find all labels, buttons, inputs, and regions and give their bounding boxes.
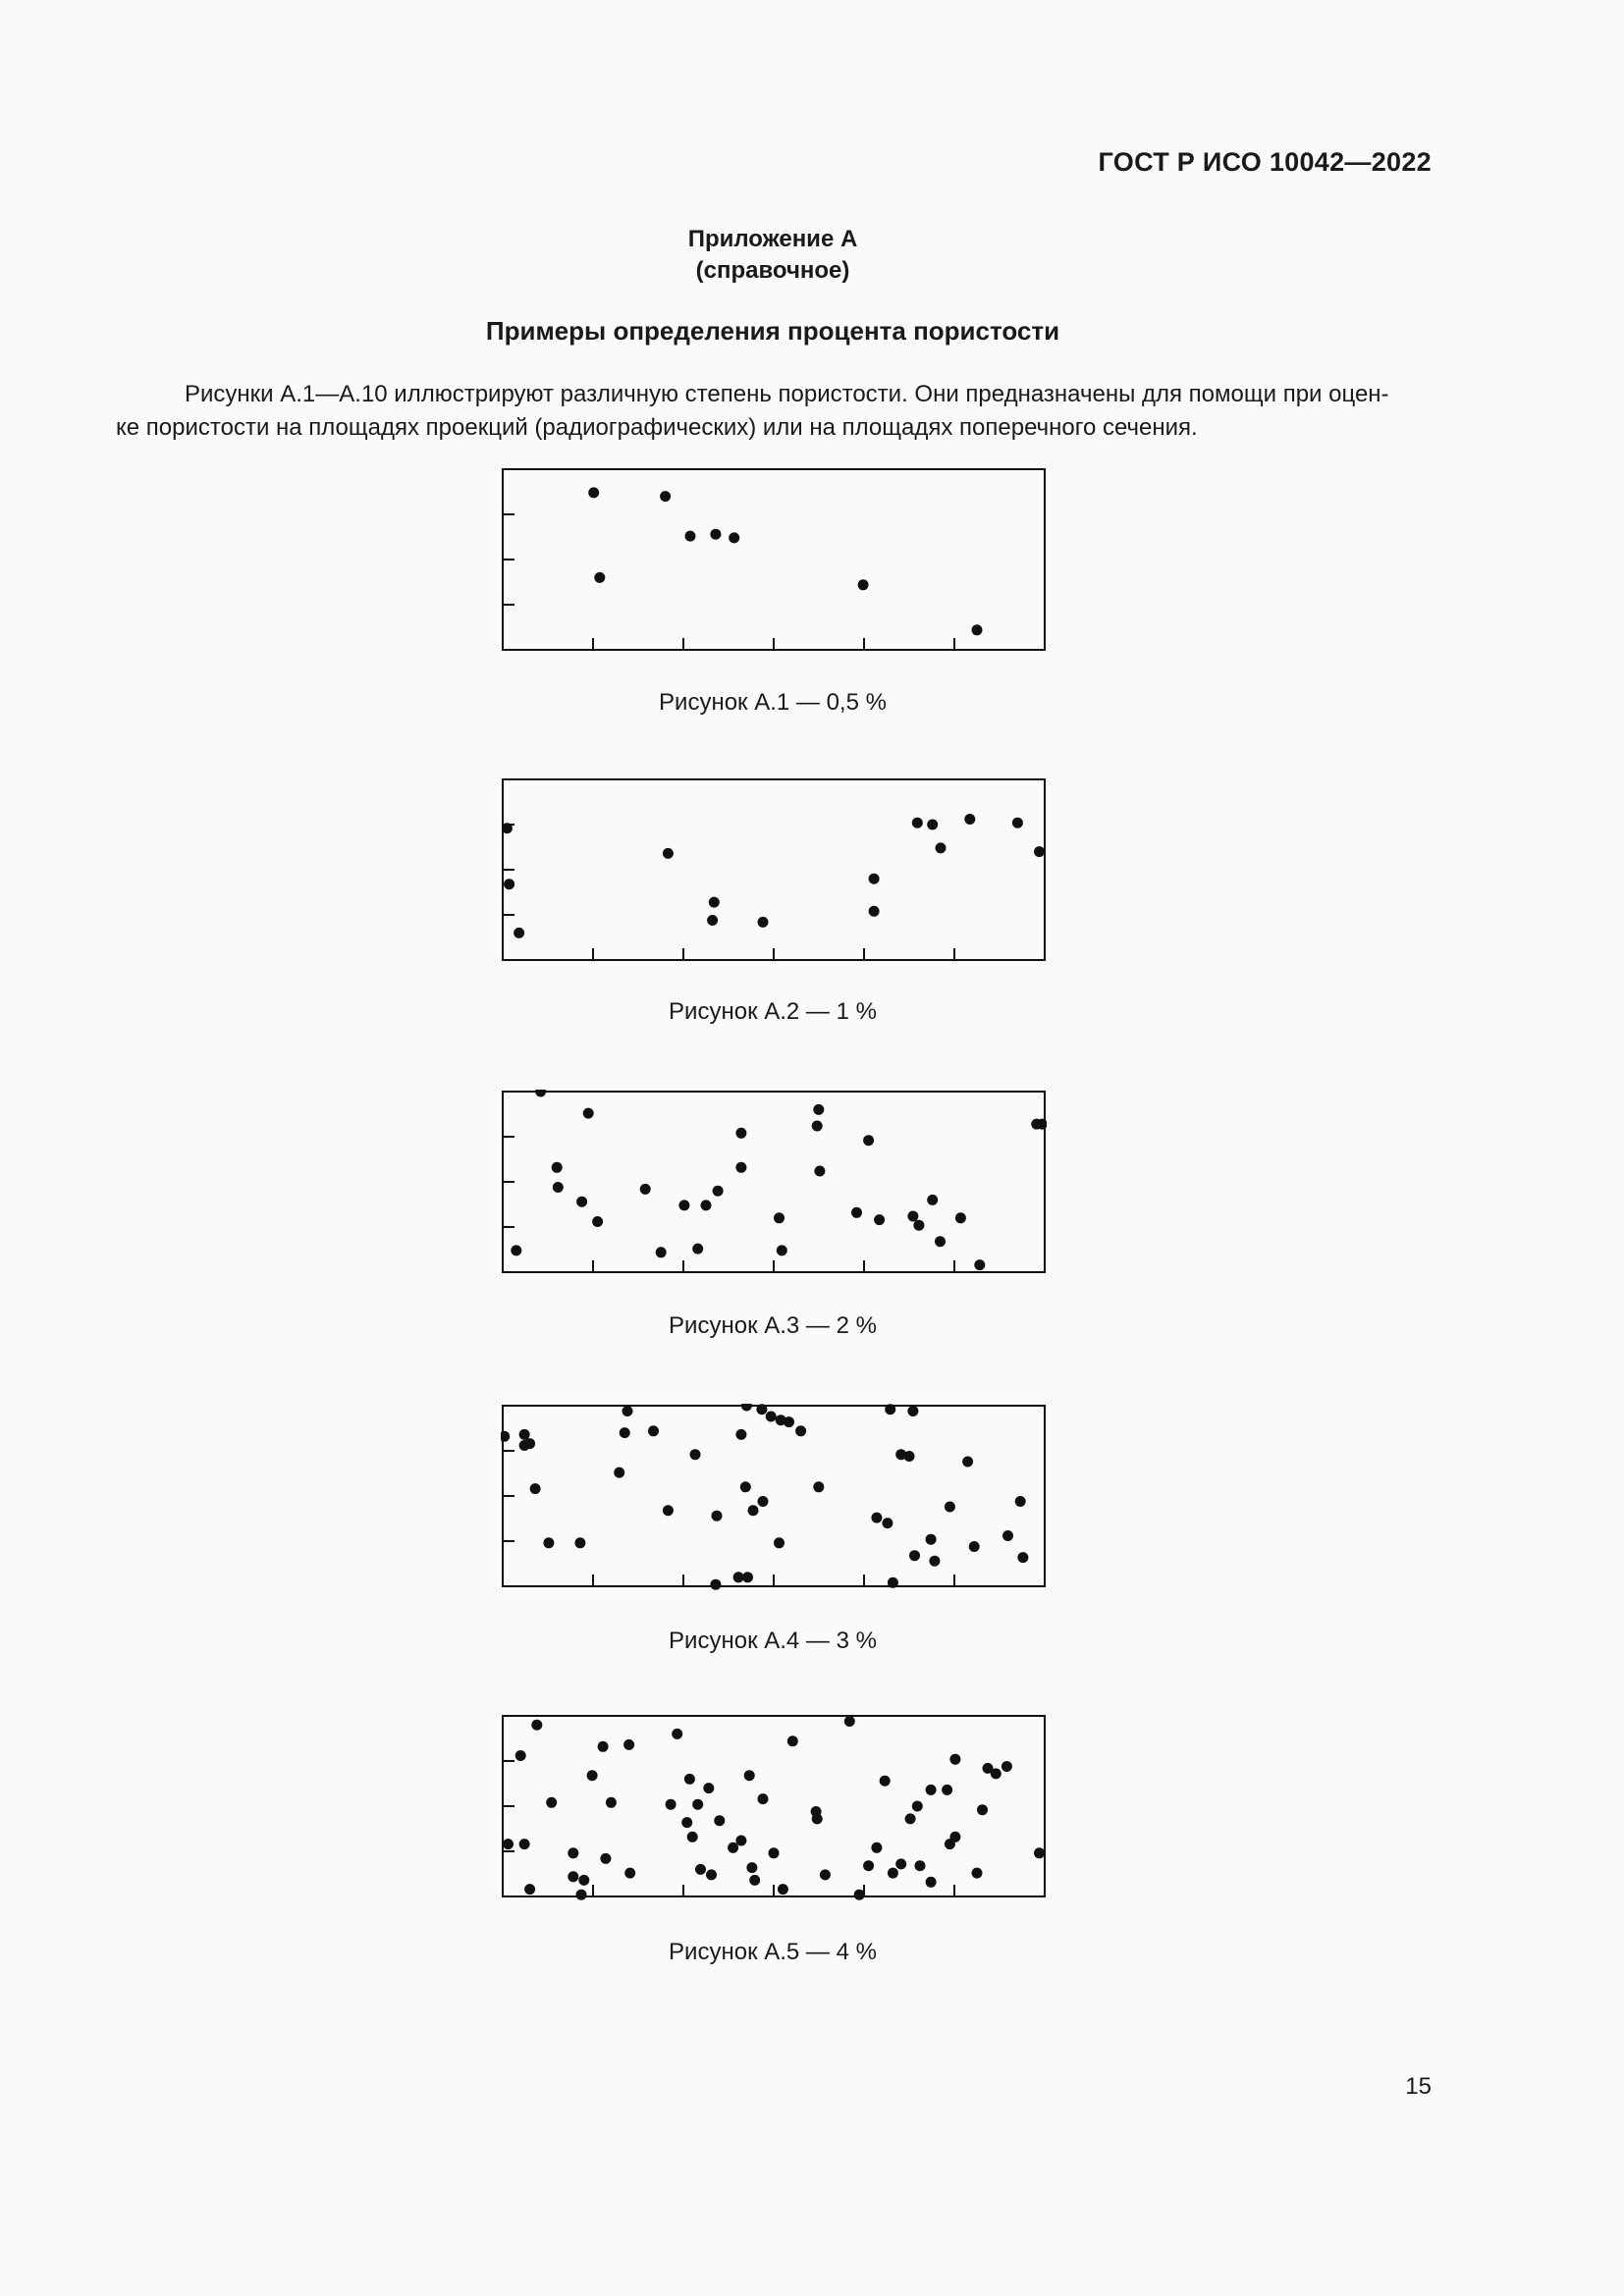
pore-dot: [935, 1236, 946, 1247]
pore-dot: [620, 1427, 630, 1438]
pore-dot: [880, 1776, 891, 1787]
porosity-plot-a4: [501, 1404, 1047, 1590]
pore-dot: [710, 1579, 721, 1590]
pore-dot: [588, 487, 599, 498]
pore-dot: [546, 1797, 557, 1808]
porosity-plot-a5: [501, 1714, 1047, 1900]
pore-dot: [574, 1537, 585, 1548]
section-title: Примеры определения процента пористости: [485, 316, 1060, 346]
pore-dot: [606, 1797, 617, 1808]
pore-dot: [687, 1832, 698, 1842]
annex-label: Приложение А: [687, 226, 858, 252]
pore-dot: [735, 1429, 746, 1440]
pore-dot: [695, 1864, 706, 1875]
pore-dot: [503, 1839, 514, 1849]
plot-frame: [503, 1406, 1045, 1586]
pore-dot: [712, 1511, 723, 1522]
pore-dot: [1034, 846, 1045, 857]
pore-dot: [681, 1817, 692, 1828]
figure-a1-caption: Рисунок А.1 — 0,5 %: [659, 689, 887, 716]
pore-dot: [869, 906, 880, 917]
plot-frame: [503, 1092, 1045, 1272]
pore-dot: [744, 1770, 755, 1781]
pore-dot: [748, 1505, 759, 1516]
pore-dot: [709, 897, 720, 908]
pore-dot: [530, 1483, 541, 1494]
pore-dot: [524, 1884, 535, 1895]
annex-type: (справочное): [695, 257, 850, 284]
pore-dot: [949, 1754, 960, 1765]
pore-dot: [778, 1884, 788, 1895]
figure-a2-caption: Рисунок А.2 — 1 %: [669, 998, 877, 1025]
pore-dot: [623, 1739, 634, 1750]
porosity-plot-a3: [501, 1090, 1047, 1276]
pore-dot: [974, 1259, 985, 1270]
pore-dot: [660, 491, 671, 502]
pore-dot: [735, 1128, 746, 1139]
figure-a5-caption: Рисунок А.5 — 4 %: [669, 1939, 877, 1965]
pore-dot: [735, 1162, 746, 1173]
pore-dot: [972, 1868, 983, 1879]
pore-dot: [663, 1505, 674, 1516]
pore-dot: [684, 1774, 695, 1785]
pore-dot: [885, 1404, 895, 1415]
pore-dot: [672, 1729, 682, 1739]
pore-dot: [888, 1868, 898, 1879]
pore-dot: [624, 1868, 635, 1879]
pore-dot: [692, 1244, 703, 1255]
pore-dot: [926, 1534, 937, 1545]
pore-dot: [706, 1869, 717, 1880]
pore-dot: [568, 1847, 578, 1858]
pore-dot: [656, 1247, 667, 1257]
pore-dot: [977, 1804, 988, 1815]
pore-dot: [594, 572, 605, 583]
pore-dot: [735, 1836, 746, 1846]
pore-dot: [912, 1801, 923, 1812]
pore-dot: [511, 1245, 521, 1255]
pore-dot: [795, 1425, 806, 1436]
pore-dot: [926, 1877, 937, 1888]
document-code: ГОСТ Р ИСО 10042—2022: [1098, 147, 1432, 177]
pore-dot: [888, 1577, 898, 1588]
pore-dot: [962, 1457, 973, 1468]
plot-frame: [503, 779, 1045, 960]
pore-dot: [740, 1481, 751, 1492]
pore-dot: [592, 1216, 603, 1227]
pore-dot: [685, 531, 696, 542]
pore-dot: [519, 1839, 530, 1849]
pore-dot: [926, 1785, 937, 1795]
pore-dot: [1015, 1496, 1026, 1507]
pore-dot: [553, 1182, 564, 1193]
pore-dot: [904, 1451, 915, 1462]
pore-dot: [871, 1842, 882, 1853]
pore-dot: [692, 1799, 703, 1810]
pore-dot: [912, 818, 923, 828]
pore-dot: [936, 842, 947, 853]
pore-dot: [690, 1449, 701, 1460]
figure-a3: [501, 1090, 1047, 1276]
figure-a3-caption: Рисунок А.3 — 2 %: [669, 1312, 877, 1339]
pore-dot: [1034, 1847, 1045, 1858]
pore-dot: [502, 823, 513, 833]
pore-dot: [623, 1406, 633, 1416]
pore-dot: [766, 1412, 777, 1422]
pore-dot: [749, 1875, 760, 1886]
pore-dot: [531, 1720, 542, 1731]
pore-dot: [640, 1184, 651, 1195]
pore-dot: [543, 1537, 554, 1548]
pore-dot: [851, 1207, 862, 1218]
pore-dot: [552, 1162, 563, 1173]
pore-dot: [964, 814, 975, 825]
pore-dot: [1001, 1761, 1012, 1772]
pore-dot: [1012, 818, 1023, 828]
pore-dot: [863, 1860, 874, 1871]
pore-dot: [742, 1572, 753, 1582]
pore-dot: [1017, 1552, 1028, 1563]
pore-dot: [710, 529, 721, 540]
pore-dot: [758, 1496, 769, 1507]
paragraph-line-1: Рисунки А.1—А.10 иллюстрируют различную степень пористости. Они предназначены для помощи при оцен-: [185, 381, 1389, 407]
pore-dot: [927, 1195, 938, 1205]
pore-dot: [703, 1783, 714, 1793]
pore-dot: [907, 1211, 918, 1222]
pore-dot: [812, 1121, 823, 1132]
pore-dot: [905, 1813, 916, 1824]
pore-dot: [729, 532, 739, 543]
pore-dot: [784, 1416, 794, 1427]
page-number: 15: [1405, 2073, 1432, 2100]
pore-dot: [774, 1537, 785, 1548]
pore-dot: [863, 1135, 874, 1146]
pore-dot: [813, 1104, 824, 1115]
pore-dot: [741, 1404, 752, 1412]
figure-a2: [501, 777, 1047, 964]
pore-dot: [524, 1438, 535, 1449]
figure-a5: [501, 1714, 1047, 1900]
pore-dot: [728, 1842, 738, 1853]
pore-dot: [769, 1847, 780, 1858]
pore-dot: [587, 1770, 598, 1781]
pore-dot: [820, 1869, 831, 1880]
pore-dot: [787, 1735, 798, 1746]
annex-heading: [0, 224, 1545, 287]
pore-dot: [991, 1768, 1001, 1779]
pore-dot: [813, 1481, 824, 1492]
pore-dot: [969, 1541, 980, 1552]
pore-dot: [501, 1431, 510, 1442]
pore-dot: [583, 1108, 594, 1119]
pore-dot: [746, 1862, 757, 1873]
pore-dot: [733, 1572, 744, 1582]
pore-dot: [701, 1200, 712, 1210]
pore-dot: [942, 1785, 952, 1795]
pore-dot: [955, 1212, 966, 1223]
pore-dot: [756, 1404, 767, 1415]
pore-dot: [869, 874, 880, 884]
pore-dot: [714, 1815, 725, 1826]
pore-dot: [929, 1556, 940, 1567]
pore-dot: [600, 1853, 611, 1864]
pore-dot: [519, 1429, 530, 1440]
intro-paragraph: [116, 378, 1432, 445]
pore-dot: [535, 1090, 546, 1097]
pore-dot: [812, 1813, 823, 1824]
pore-dot: [576, 1197, 587, 1207]
pore-dot: [945, 1502, 955, 1513]
figure-a4-caption: Рисунок А.4 — 3 %: [669, 1628, 877, 1654]
pore-dot: [515, 1750, 526, 1761]
pore-dot: [871, 1513, 882, 1523]
pore-dot: [678, 1200, 689, 1210]
pore-dot: [578, 1875, 589, 1886]
pore-dot: [713, 1186, 724, 1197]
pore-dot: [814, 1166, 825, 1177]
porosity-plot-a2: [501, 777, 1047, 964]
pore-dot: [909, 1550, 920, 1561]
pore-dot: [777, 1245, 787, 1255]
pore-dot: [895, 1858, 906, 1869]
pore-dot: [663, 848, 674, 859]
pore-dot: [758, 917, 769, 928]
pore-dot: [949, 1832, 960, 1842]
pore-dot: [666, 1799, 677, 1810]
pore-dot: [858, 579, 869, 590]
plot-frame: [503, 469, 1045, 650]
pore-dot: [1002, 1530, 1013, 1541]
figure-a4: [501, 1404, 1047, 1590]
porosity-plot-a1: [501, 467, 1047, 654]
pore-dot: [758, 1793, 769, 1804]
paragraph-line-2: ке пористости на площадях проекций (радиографических) или на площадях поперечного сечения.: [116, 414, 1198, 441]
pore-dot: [927, 820, 938, 830]
pore-dot: [504, 879, 514, 889]
pore-dot: [907, 1406, 918, 1416]
pore-dot: [576, 1890, 587, 1900]
pore-dot: [972, 624, 983, 635]
plot-frame: [503, 1716, 1045, 1896]
pore-dot: [913, 1220, 924, 1231]
pore-dot: [874, 1214, 885, 1225]
figure-a1: [501, 467, 1047, 654]
pore-dot: [915, 1860, 926, 1871]
pore-dot: [614, 1468, 624, 1478]
pore-dot: [514, 928, 524, 938]
pore-dot: [707, 915, 718, 926]
pore-dot: [774, 1212, 785, 1223]
pore-dot: [844, 1716, 855, 1727]
pore-dot: [854, 1890, 865, 1900]
pore-dot: [568, 1871, 578, 1882]
pore-dot: [598, 1741, 609, 1752]
pore-dot: [882, 1518, 893, 1528]
pore-dot: [648, 1425, 659, 1436]
